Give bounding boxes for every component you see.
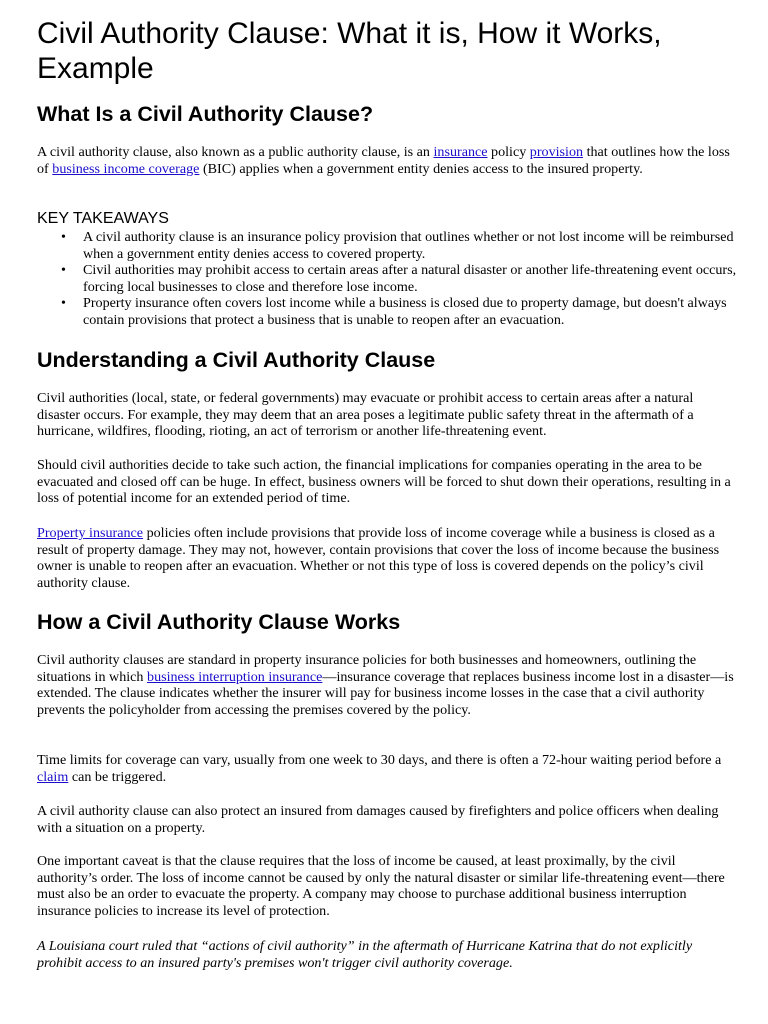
works-p2-text-2: can be triggered. bbox=[68, 768, 167, 785]
works-paragraph-3: A civil authority clause can also protect an insured from damages caused by firefighters and police officers when dealing with a situation on a property. bbox=[37, 803, 719, 836]
intro-text-1: A civil authority clause, also known as a public authority clause, is an bbox=[37, 144, 434, 160]
bullet-icon: • bbox=[61, 229, 66, 245]
takeaway-text: A civil authority clause is an insurance policy provision that outlines whether or not lost income will be reimbursed when a government entity denies access to covered property. bbox=[83, 229, 734, 262]
works-p2-text-1: Time limits for coverage can vary, usually from one week to 30 days, and there is often a 72-hour waiting period before a bbox=[37, 752, 722, 768]
business-income-coverage-link[interactable]: business income coverage bbox=[52, 160, 200, 177]
property-insurance-link[interactable]: Property insurance bbox=[37, 525, 144, 541]
list-item bbox=[37, 262, 737, 295]
understanding-p3-text: policies often include provisions that provide loss of income coverage while a business is closed as a result of property damage. They may not, however, contain provisions that cover the loss of income because the business owner is unable to reopen after an evacuation. Whether or not this type of loss is covered depends on the policy’s civil authority clause. bbox=[37, 525, 720, 591]
list-item bbox=[37, 295, 737, 328]
works-p1-text-1: Civil authority clauses are standard in property insurance policies for both businesses and homeowners, outlining the situations in which bbox=[37, 652, 697, 685]
provision-link[interactable]: provision bbox=[529, 144, 584, 160]
list-item bbox=[37, 229, 737, 262]
section-heading-how-it-works: How a Civil Authority Clause Works bbox=[37, 610, 401, 634]
key-takeaways-label: KEY TAKEAWAYS bbox=[37, 210, 169, 227]
intro-text-2: policy bbox=[487, 144, 530, 160]
understanding-paragraph-1: Civil authorities (local, state, or federal governments) may evacuate or prohibit access to certain areas after a natural disaster occurs. For example, they may deem that an area poses a legitimate public safety threat in the aftermath of a hurricane, wildfires, flooding, rioting, an act of terrorism or another life-threatening event. bbox=[37, 390, 694, 440]
works-p1-text-2: —insurance coverage that replaces business income lost in a disaster—is extended. The clause indicates whether the insurer will pay for business income losses in the case that a civil authority prevents the policyholder from accessing the premises covered by the policy. bbox=[37, 668, 734, 718]
bullet-icon: • bbox=[61, 295, 66, 312]
katrina-ruling-note bbox=[37, 938, 737, 971]
works-paragraph-4: One important caveat is that the clause requires that the loss of income be caused, at least proximally, by the civil authority’s order. The loss of income cannot be caused by only the natural disaster or similar life-threatening event—there must also be an order to evacuate the property. A company may choose to purchase additional business interruption insurance policies to increase its level of protection. bbox=[37, 853, 725, 919]
section-heading-what-is: What Is a Civil Authority Clause? bbox=[37, 102, 374, 126]
intro-text-4: (BIC) applies when a government entity denies access to the insured property. bbox=[199, 160, 643, 177]
katrina-ruling-text: A Louisiana court ruled that “actions of civil authority” in the aftermath of Hurricane Katrina that do not explicitly prohibit access to an insured party's premises won't trigger civil authority coverage. bbox=[37, 938, 693, 971]
claim-link[interactable]: claim bbox=[37, 768, 69, 785]
page-title: Civil Authority Clause: What it is, How it Works, Example bbox=[37, 17, 662, 85]
works-paragraph-2 bbox=[37, 752, 737, 785]
key-takeaways-list bbox=[37, 229, 737, 329]
takeaway-text: Civil authorities may prohibit access to certain areas after a natural disaster or another life-threatening event occurs, forcing local businesses to close and therefore lose income. bbox=[83, 262, 737, 295]
insurance-link[interactable]: insurance bbox=[433, 144, 488, 160]
business-interruption-insurance-link[interactable]: business interruption insurance bbox=[147, 668, 323, 685]
takeaway-text: Property insurance often covers lost income while a business is closed due to property damage, but doesn't always contain provisions that protect a business that is unable to reopen after an evacuation. bbox=[83, 295, 727, 328]
works-paragraph-1 bbox=[37, 652, 737, 718]
intro-paragraph bbox=[37, 144, 737, 177]
bullet-icon: • bbox=[61, 262, 66, 279]
section-heading-understanding: Understanding a Civil Authority Clause bbox=[37, 348, 436, 372]
intro-text-3: that outlines how the loss of bbox=[37, 144, 730, 177]
understanding-paragraph-2: Should civil authorities decide to take such action, the financial implications for companies operating in the area to be evacuated and closed off can be huge. In effect, business owners will be forced to shut down their operations, resulting in a loss of potential income for an extended period of time. bbox=[37, 457, 731, 507]
understanding-paragraph-3 bbox=[37, 525, 737, 591]
